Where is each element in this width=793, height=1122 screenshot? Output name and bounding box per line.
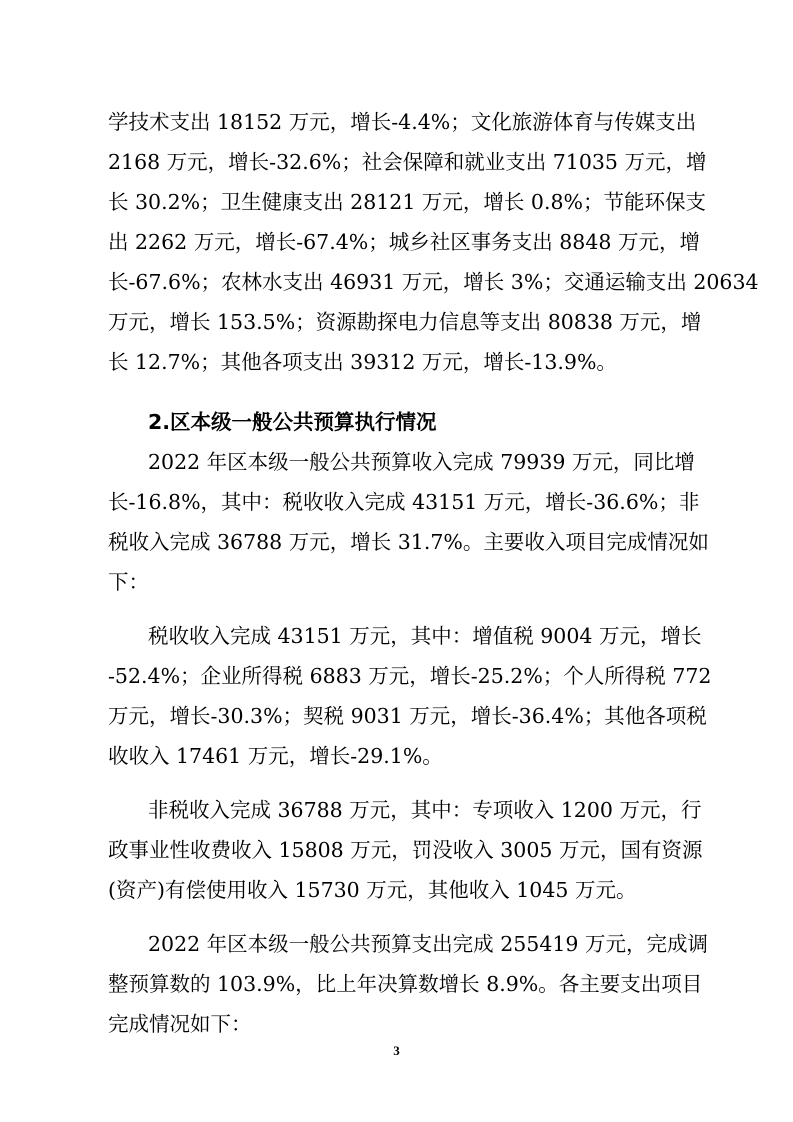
text-line-21: 整预算数的 103.9%，比上年决算数增长 8.9%。各主要支出项目 [108,972,703,996]
text-line-5: 长-67.6%；农林水支出 46931 万元，增长 3%；交通运输支出 20634 [108,270,759,294]
text-line-6: 万元，增长 153.5%；资源勘探电力信息等支出 80838 万元，增 [108,310,702,334]
text-line-11: 税收入完成 36788 万元，增长 31.7%。主要收入项目完成情况如 [108,530,709,554]
text-line-22: 完成情况如下： [108,1012,252,1036]
text-line-2: 2168 万元，增长-32.6%；社会保障和就业支出 71035 万元，增 [108,150,707,174]
text-line-20: 2022 年区本级一般公共预算支出完成 255419 万元，完成调 [148,932,708,956]
text-line-7: 长 12.7%；其他各项支出 39312 万元，增长-13.9%。 [108,350,617,374]
text-line-16: 收收入 17461 万元，增长-29.1%。 [108,744,443,768]
text-line-4: 出 2262 万元，增长-67.4%；城乡社区事务支出 8848 万元，增 [108,230,700,254]
text-line-3: 长 30.2%；卫生健康支出 28121 万元，增长 0.8%；节能环保支 [108,190,706,214]
text-line-17: 非税收入完成 36788 万元，其中：专项收入 1200 万元，行 [148,798,702,822]
text-line-12: 下： [108,570,149,594]
page-number: 3 [393,1043,400,1058]
text-line-10: 长-16.8%，其中：税收收入完成 43151 万元，增长-36.6%；非 [108,490,700,514]
text-line-18: 政事业性收费收入 15808 万元，罚没收入 3005 万元，国有资源 [108,838,703,862]
text-line-13: 税收收入完成 43151 万元，其中：增值税 9004 万元，增长 [148,624,702,648]
text-line-9: 2022 年区本级一般公共预算收入完成 79939 万元，同比增 [148,450,695,474]
text-line-19: (资产)有偿使用收入 15730 万元，其他收入 1045 万元。 [108,878,637,902]
section-heading: 2.区本级一般公共预算执行情况 [148,410,437,434]
text-line-1: 学技术支出 18152 万元，增长-4.4%；文化旅游体育与传媒支出 [108,110,697,134]
text-line-14: -52.4%；企业所得税 6883 万元，增长-25.2%；个人所得税 772 [108,664,712,688]
text-line-15: 万元，增长-30.3%；契税 9031 万元，增长-36.4%；其他各项税 [108,704,707,728]
